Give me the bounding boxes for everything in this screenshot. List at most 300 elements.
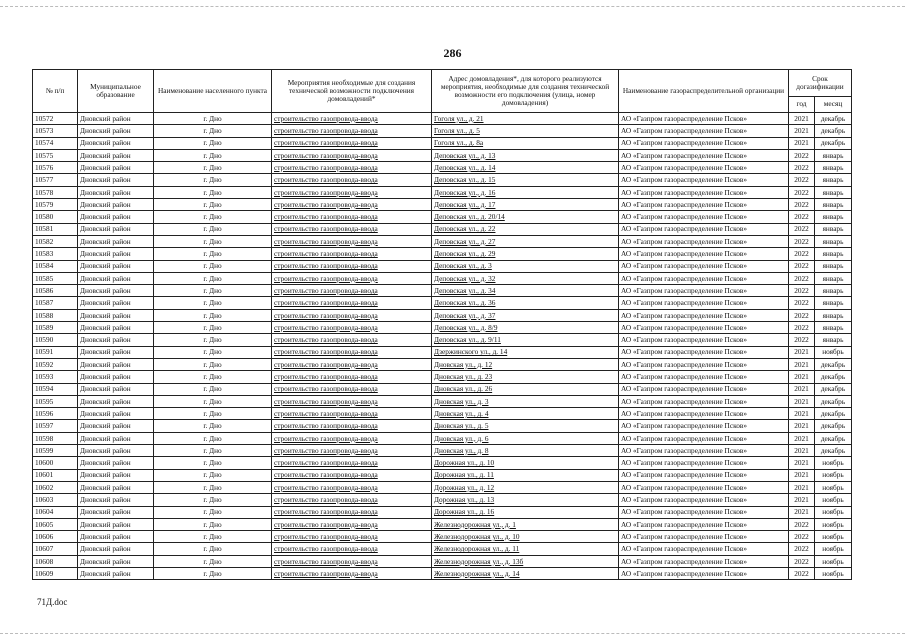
cell-month: ноябрь [815, 567, 852, 579]
cell-address: Деповская ул., д. 9/11 [432, 334, 619, 346]
table-row [33, 469, 852, 481]
cell-address: Деповская ул., д. 27 [432, 235, 619, 247]
cell-organization: АО «Газпром газораспределение Псков» [619, 518, 789, 530]
cell-measure: строительство газопровода-ввода [272, 395, 432, 407]
cell-municipality: Дновский район [78, 186, 154, 198]
cell-number: 10587 [33, 297, 78, 309]
table-row [33, 432, 852, 444]
cell-year: 2021 [789, 113, 815, 125]
header-organization: Наименование газораспределительной организации [619, 70, 789, 113]
cell-address: Дновская ул., д. 5 [432, 420, 619, 432]
cell-municipality: Дновский район [78, 199, 154, 211]
cell-number: 10607 [33, 543, 78, 555]
cell-number: 10596 [33, 408, 78, 420]
cell-year: 2021 [789, 469, 815, 481]
cell-municipality: Дновский район [78, 223, 154, 235]
cell-number: 10580 [33, 211, 78, 223]
cell-measure: строительство газопровода-ввода [272, 297, 432, 309]
table-row [33, 149, 852, 161]
cell-settlement: г. Дно [154, 149, 272, 161]
table-row [33, 186, 852, 198]
cell-municipality: Дновский район [78, 395, 154, 407]
cell-address: Деповская ул., д. 22 [432, 223, 619, 235]
cell-settlement: г. Дно [154, 285, 272, 297]
cell-organization: АО «Газпром газораспределение Псков» [619, 432, 789, 444]
cell-settlement: г. Дно [154, 567, 272, 579]
cell-year: 2022 [789, 285, 815, 297]
cell-organization: АО «Газпром газораспределение Псков» [619, 260, 789, 272]
cell-number: 10604 [33, 506, 78, 518]
table-row [33, 285, 852, 297]
table-row [33, 567, 852, 579]
cell-number: 10590 [33, 334, 78, 346]
header-settlement: Наименование населенного пункта [154, 70, 272, 113]
cell-measure: строительство газопровода-ввода [272, 358, 432, 370]
cell-year: 2021 [789, 506, 815, 518]
cell-year: 2022 [789, 555, 815, 567]
header-address: Адрес домовладения*, для которого реализуются мероприятия, необходимые для создания технической возможности его подключения (улица, номер домовладения) [432, 70, 619, 113]
cell-municipality: Дновский район [78, 162, 154, 174]
cell-month: январь [815, 235, 852, 247]
cell-month: ноябрь [815, 346, 852, 358]
cell-organization: АО «Газпром газораспределение Псков» [619, 420, 789, 432]
cell-year: 2022 [789, 149, 815, 161]
cell-address: Дновская ул., д. 4 [432, 408, 619, 420]
cell-year: 2022 [789, 260, 815, 272]
table-row [33, 334, 852, 346]
cell-municipality: Дновский район [78, 174, 154, 186]
cell-year: 2021 [789, 481, 815, 493]
cell-year: 2022 [789, 543, 815, 555]
cell-organization: АО «Газпром газораспределение Псков» [619, 309, 789, 321]
table-row [33, 543, 852, 555]
cell-number: 10600 [33, 457, 78, 469]
cell-month: ноябрь [815, 518, 852, 530]
cell-year: 2022 [789, 248, 815, 260]
cell-measure: строительство газопровода-ввода [272, 199, 432, 211]
cell-address: Деповская ул., д. 14 [432, 162, 619, 174]
cell-address: Дновская ул., д. 8 [432, 445, 619, 457]
header-municipality: Муниципальное образование [78, 70, 154, 113]
cell-settlement: г. Дно [154, 445, 272, 457]
cell-measure: строительство газопровода-ввода [272, 408, 432, 420]
cell-year: 2022 [789, 531, 815, 543]
cell-number: 10586 [33, 285, 78, 297]
cell-month: декабрь [815, 432, 852, 444]
table-row [33, 113, 852, 125]
cell-municipality: Дновский район [78, 322, 154, 334]
cell-year: 2022 [789, 567, 815, 579]
cell-municipality: Дновский район [78, 494, 154, 506]
cell-municipality: Дновский район [78, 211, 154, 223]
cell-address: Деповская ул., д. 13 [432, 149, 619, 161]
cell-measure: строительство газопровода-ввода [272, 543, 432, 555]
cell-municipality: Дновский район [78, 334, 154, 346]
table-row [33, 297, 852, 309]
cell-settlement: г. Дно [154, 432, 272, 444]
cell-address: Гоголя ул., д. 8а [432, 137, 619, 149]
cell-number: 10593 [33, 371, 78, 383]
table-row [33, 137, 852, 149]
cell-organization: АО «Газпром газораспределение Псков» [619, 285, 789, 297]
cell-address: Деповская ул., д. 36 [432, 297, 619, 309]
cell-address: Деповская ул., д. 16 [432, 186, 619, 198]
cell-measure: строительство газопровода-ввода [272, 309, 432, 321]
table-row [33, 346, 852, 358]
cell-measure: строительство газопровода-ввода [272, 346, 432, 358]
cell-month: декабрь [815, 420, 852, 432]
scan-edge-top [0, 6, 905, 7]
cell-address: Деповская ул., д. 32 [432, 272, 619, 284]
cell-year: 2021 [789, 457, 815, 469]
page-number: 286 [443, 46, 462, 60]
cell-year: 2021 [789, 420, 815, 432]
cell-organization: АО «Газпром газораспределение Псков» [619, 334, 789, 346]
cell-organization: АО «Газпром газораспределение Псков» [619, 494, 789, 506]
table-row [33, 162, 852, 174]
table-body [33, 113, 852, 580]
table-row [33, 235, 852, 247]
cell-month: декабрь [815, 358, 852, 370]
cell-municipality: Дновский район [78, 518, 154, 530]
cell-measure: строительство газопровода-ввода [272, 272, 432, 284]
cell-number: 10577 [33, 174, 78, 186]
cell-address: Дновская ул., д. 26 [432, 383, 619, 395]
cell-municipality: Дновский район [78, 432, 154, 444]
cell-organization: АО «Газпром газораспределение Псков» [619, 555, 789, 567]
cell-measure: строительство газопровода-ввода [272, 137, 432, 149]
cell-measure: строительство газопровода-ввода [272, 322, 432, 334]
cell-number: 10574 [33, 137, 78, 149]
cell-month: январь [815, 322, 852, 334]
cell-measure: строительство газопровода-ввода [272, 248, 432, 260]
cell-settlement: г. Дно [154, 543, 272, 555]
cell-settlement: г. Дно [154, 346, 272, 358]
cell-month: январь [815, 223, 852, 235]
cell-municipality: Дновский район [78, 383, 154, 395]
cell-measure: строительство газопровода-ввода [272, 555, 432, 567]
cell-organization: АО «Газпром газораспределение Псков» [619, 162, 789, 174]
cell-municipality: Дновский район [78, 125, 154, 137]
cell-measure: строительство газопровода-ввода [272, 494, 432, 506]
cell-number: 10581 [33, 223, 78, 235]
cell-number: 10573 [33, 125, 78, 137]
cell-settlement: г. Дно [154, 125, 272, 137]
cell-settlement: г. Дно [154, 260, 272, 272]
cell-year: 2021 [789, 383, 815, 395]
cell-address: Дзержинского ул., д. 14 [432, 346, 619, 358]
cell-number: 10592 [33, 358, 78, 370]
table-row [33, 223, 852, 235]
cell-month: январь [815, 334, 852, 346]
cell-municipality: Дновский район [78, 445, 154, 457]
cell-municipality: Дновский район [78, 371, 154, 383]
cell-municipality: Дновский район [78, 113, 154, 125]
cell-month: ноябрь [815, 481, 852, 493]
cell-year: 2021 [789, 125, 815, 137]
cell-measure: строительство газопровода-ввода [272, 334, 432, 346]
cell-month: декабрь [815, 445, 852, 457]
cell-organization: АО «Газпром газораспределение Псков» [619, 543, 789, 555]
cell-year: 2022 [789, 162, 815, 174]
cell-settlement: г. Дно [154, 272, 272, 284]
cell-year: 2022 [789, 297, 815, 309]
cell-settlement: г. Дно [154, 506, 272, 518]
cell-organization: АО «Газпром газораспределение Псков» [619, 137, 789, 149]
cell-year: 2021 [789, 445, 815, 457]
cell-year: 2022 [789, 322, 815, 334]
cell-organization: АО «Газпром газораспределение Псков» [619, 358, 789, 370]
cell-address: Железнодорожная ул., д. 10 [432, 531, 619, 543]
cell-measure: строительство газопровода-ввода [272, 420, 432, 432]
cell-municipality: Дновский район [78, 543, 154, 555]
cell-address: Дновская ул., д. 12 [432, 358, 619, 370]
cell-settlement: г. Дно [154, 113, 272, 125]
cell-settlement: г. Дно [154, 235, 272, 247]
cell-month: январь [815, 272, 852, 284]
cell-month: январь [815, 285, 852, 297]
cell-address: Деповская ул., д. 37 [432, 309, 619, 321]
cell-measure: строительство газопровода-ввода [272, 174, 432, 186]
cell-settlement: г. Дно [154, 531, 272, 543]
table-row [33, 518, 852, 530]
cell-year: 2022 [789, 272, 815, 284]
cell-year: 2021 [789, 346, 815, 358]
cell-municipality: Дновский район [78, 567, 154, 579]
cell-number: 10606 [33, 531, 78, 543]
cell-month: январь [815, 260, 852, 272]
cell-municipality: Дновский район [78, 408, 154, 420]
cell-month: декабрь [815, 125, 852, 137]
header-month: месяц [815, 97, 852, 113]
table-row [33, 445, 852, 457]
cell-organization: АО «Газпром газораспределение Псков» [619, 248, 789, 260]
cell-number: 10576 [33, 162, 78, 174]
cell-address: Дорожная ул., д. 11 [432, 469, 619, 481]
cell-number: 10591 [33, 346, 78, 358]
cell-municipality: Дновский район [78, 457, 154, 469]
cell-month: декабрь [815, 137, 852, 149]
cell-settlement: г. Дно [154, 297, 272, 309]
cell-organization: АО «Газпром газораспределение Псков» [619, 223, 789, 235]
cell-measure: строительство газопровода-ввода [272, 567, 432, 579]
cell-organization: АО «Газпром газораспределение Псков» [619, 531, 789, 543]
cell-organization: АО «Газпром газораспределение Псков» [619, 408, 789, 420]
cell-measure: строительство газопровода-ввода [272, 162, 432, 174]
cell-settlement: г. Дно [154, 420, 272, 432]
cell-address: Дновская ул., д. 23 [432, 371, 619, 383]
table-row [33, 481, 852, 493]
cell-month: январь [815, 174, 852, 186]
cell-number: 10594 [33, 383, 78, 395]
cell-month: ноябрь [815, 543, 852, 555]
cell-number: 10598 [33, 432, 78, 444]
cell-municipality: Дновский район [78, 272, 154, 284]
cell-address: Деповская ул., д. 29 [432, 248, 619, 260]
cell-month: январь [815, 199, 852, 211]
cell-number: 10602 [33, 481, 78, 493]
cell-year: 2021 [789, 395, 815, 407]
cell-address: Дорожная ул., д. 10 [432, 457, 619, 469]
cell-address: Деповская ул., д. 3 [432, 260, 619, 272]
table-row [33, 555, 852, 567]
cell-settlement: г. Дно [154, 395, 272, 407]
table-row [33, 322, 852, 334]
cell-year: 2021 [789, 494, 815, 506]
cell-organization: АО «Газпром газораспределение Псков» [619, 113, 789, 125]
cell-year: 2021 [789, 408, 815, 420]
cell-year: 2022 [789, 223, 815, 235]
cell-measure: строительство газопровода-ввода [272, 371, 432, 383]
table-row [33, 420, 852, 432]
table-row [33, 457, 852, 469]
cell-number: 10585 [33, 272, 78, 284]
cell-month: январь [815, 211, 852, 223]
cell-measure: строительство газопровода-ввода [272, 125, 432, 137]
cell-settlement: г. Дно [154, 481, 272, 493]
cell-number: 10603 [33, 494, 78, 506]
cell-municipality: Дновский район [78, 420, 154, 432]
cell-month: ноябрь [815, 531, 852, 543]
cell-month: декабрь [815, 383, 852, 395]
cell-address: Железнодорожная ул., д. 13б [432, 555, 619, 567]
cell-organization: АО «Газпром газораспределение Псков» [619, 272, 789, 284]
cell-measure: строительство газопровода-ввода [272, 432, 432, 444]
table-row [33, 408, 852, 420]
cell-address: Деповская ул., д. 34 [432, 285, 619, 297]
cell-address: Деповская ул., д. 8/9 [432, 322, 619, 334]
cell-address: Дновская ул., д. 6 [432, 432, 619, 444]
cell-measure: строительство газопровода-ввода [272, 186, 432, 198]
table-row [33, 272, 852, 284]
table-row [33, 248, 852, 260]
cell-organization: АО «Газпром газораспределение Псков» [619, 506, 789, 518]
cell-year: 2022 [789, 174, 815, 186]
cell-settlement: г. Дно [154, 358, 272, 370]
cell-number: 10597 [33, 420, 78, 432]
cell-number: 10608 [33, 555, 78, 567]
cell-address: Дновская ул., д. 3 [432, 395, 619, 407]
cell-municipality: Дновский район [78, 235, 154, 247]
gasification-table [32, 69, 852, 580]
cell-municipality: Дновский район [78, 481, 154, 493]
cell-settlement: г. Дно [154, 223, 272, 235]
cell-settlement: г. Дно [154, 555, 272, 567]
cell-settlement: г. Дно [154, 199, 272, 211]
table-row [33, 531, 852, 543]
cell-month: декабрь [815, 408, 852, 420]
cell-address: Дорожная ул., д. 16 [432, 506, 619, 518]
cell-number: 10572 [33, 113, 78, 125]
cell-municipality: Дновский район [78, 469, 154, 481]
cell-month: декабрь [815, 113, 852, 125]
cell-municipality: Дновский район [78, 309, 154, 321]
table-row [33, 211, 852, 223]
cell-municipality: Дновский район [78, 149, 154, 161]
table-row [33, 358, 852, 370]
cell-year: 2022 [789, 334, 815, 346]
cell-month: декабрь [815, 395, 852, 407]
cell-municipality: Дновский район [78, 358, 154, 370]
cell-number: 10601 [33, 469, 78, 481]
cell-measure: строительство газопровода-ввода [272, 531, 432, 543]
cell-number: 10582 [33, 235, 78, 247]
cell-settlement: г. Дно [154, 334, 272, 346]
cell-settlement: г. Дно [154, 469, 272, 481]
cell-address: Железнодорожная ул., д. 1 [432, 518, 619, 530]
cell-municipality: Дновский район [78, 555, 154, 567]
cell-organization: АО «Газпром газораспределение Псков» [619, 395, 789, 407]
cell-municipality: Дновский район [78, 260, 154, 272]
cell-month: январь [815, 149, 852, 161]
cell-settlement: г. Дно [154, 494, 272, 506]
cell-month: ноябрь [815, 506, 852, 518]
cell-settlement: г. Дно [154, 383, 272, 395]
cell-measure: строительство газопровода-ввода [272, 518, 432, 530]
cell-measure: строительство газопровода-ввода [272, 285, 432, 297]
cell-address: Железнодорожная ул., д. 14 [432, 567, 619, 579]
cell-measure: строительство газопровода-ввода [272, 445, 432, 457]
cell-settlement: г. Дно [154, 174, 272, 186]
cell-settlement: г. Дно [154, 186, 272, 198]
cell-municipality: Дновский район [78, 531, 154, 543]
cell-address: Деповская ул., д. 17 [432, 199, 619, 211]
cell-month: ноябрь [815, 469, 852, 481]
cell-number: 10579 [33, 199, 78, 211]
cell-year: 2022 [789, 518, 815, 530]
cell-year: 2021 [789, 358, 815, 370]
table-row [33, 309, 852, 321]
cell-number: 10605 [33, 518, 78, 530]
table-row [33, 199, 852, 211]
cell-month: декабрь [815, 371, 852, 383]
cell-number: 10583 [33, 248, 78, 260]
cell-settlement: г. Дно [154, 408, 272, 420]
cell-municipality: Дновский район [78, 137, 154, 149]
cell-organization: АО «Газпром газораспределение Псков» [619, 567, 789, 579]
cell-settlement: г. Дно [154, 309, 272, 321]
cell-settlement: г. Дно [154, 322, 272, 334]
cell-measure: строительство газопровода-ввода [272, 457, 432, 469]
cell-address: Железнодорожная ул., д. 11 [432, 543, 619, 555]
cell-month: январь [815, 162, 852, 174]
cell-settlement: г. Дно [154, 457, 272, 469]
cell-municipality: Дновский район [78, 285, 154, 297]
cell-settlement: г. Дно [154, 248, 272, 260]
table-row [33, 383, 852, 395]
cell-measure: строительство газопровода-ввода [272, 260, 432, 272]
cell-settlement: г. Дно [154, 371, 272, 383]
cell-number: 10599 [33, 445, 78, 457]
scan-edge-bottom [0, 633, 905, 634]
cell-month: ноябрь [815, 457, 852, 469]
header-num: № п/п [33, 70, 78, 113]
cell-year: 2022 [789, 309, 815, 321]
cell-year: 2022 [789, 211, 815, 223]
cell-year: 2021 [789, 137, 815, 149]
cell-municipality: Дновский район [78, 297, 154, 309]
header-year: год [789, 97, 815, 113]
cell-organization: АО «Газпром газораспределение Псков» [619, 235, 789, 247]
cell-measure: строительство газопровода-ввода [272, 481, 432, 493]
cell-number: 10595 [33, 395, 78, 407]
cell-organization: АО «Газпром газораспределение Псков» [619, 469, 789, 481]
cell-settlement: г. Дно [154, 162, 272, 174]
table-row [33, 506, 852, 518]
cell-organization: АО «Газпром газораспределение Псков» [619, 125, 789, 137]
cell-organization: АО «Газпром газораспределение Псков» [619, 199, 789, 211]
cell-organization: АО «Газпром газораспределение Псков» [619, 445, 789, 457]
